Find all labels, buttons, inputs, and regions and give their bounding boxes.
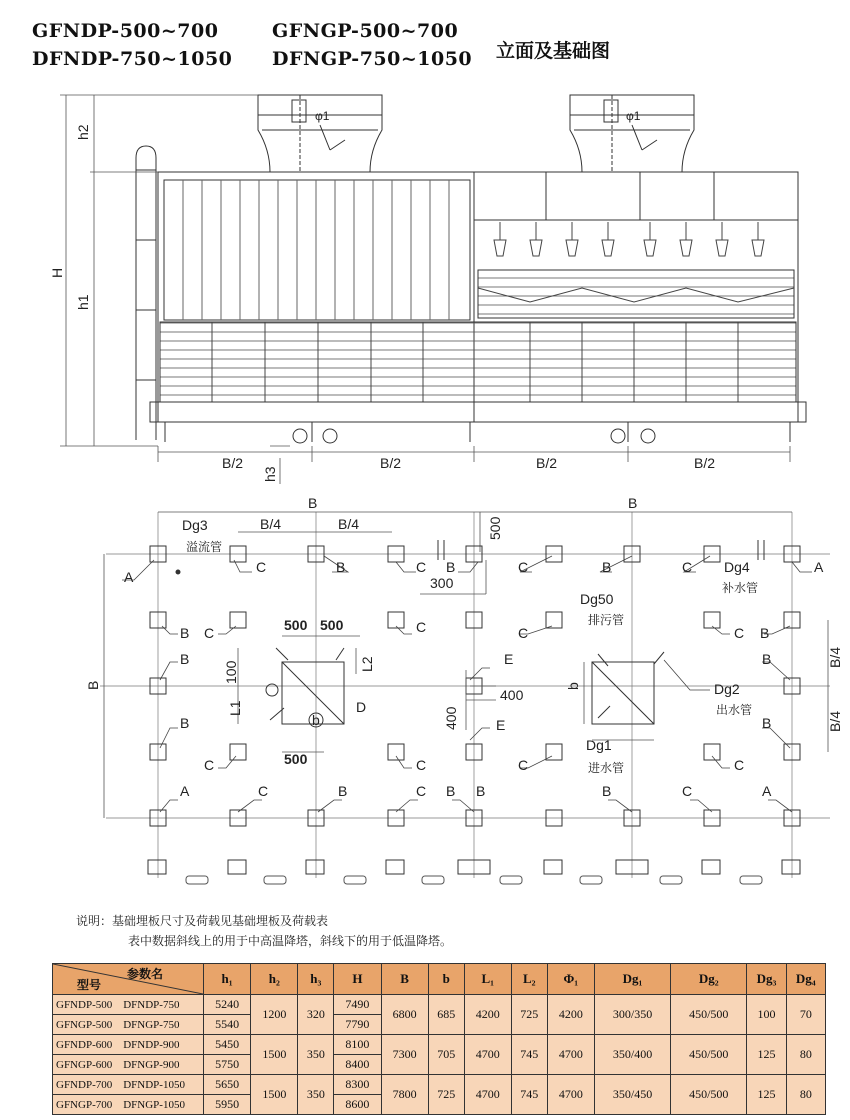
label-A-1: A: [124, 569, 134, 585]
label-dg3-cn: 溢流管: [186, 540, 223, 554]
h2-cell: 1500: [251, 1035, 298, 1075]
dim-half-4: B/2: [694, 455, 716, 471]
phi-label-left: φ1: [315, 109, 330, 123]
label-B-10: B: [338, 783, 348, 799]
label-B-2: B: [446, 559, 456, 575]
label-B-4: B: [180, 625, 190, 641]
label-dg4: Dg4: [724, 559, 750, 575]
col-B: B: [381, 964, 428, 995]
label-B-6: B: [180, 651, 190, 667]
h1-cell: 5750: [204, 1055, 251, 1075]
col-dg2: Dg₂: [671, 964, 747, 995]
dim-B4-vert-1: B/4: [827, 646, 843, 668]
elevation-view: [49, 95, 806, 484]
L2-cell: 725: [511, 995, 547, 1035]
label-D: D: [356, 699, 367, 715]
dim-half-1: B/2: [222, 455, 244, 471]
h1-cell: 5950: [204, 1095, 251, 1115]
label-C-9: C: [204, 757, 215, 773]
dg2-cell: 450/500: [671, 1035, 747, 1075]
model-cell: GFNGP-600 DFNGP-900: [53, 1055, 204, 1075]
phi-label-right: φ1: [626, 109, 641, 123]
h1-cell: 5540: [204, 1015, 251, 1035]
H-cell: 7490: [334, 995, 381, 1015]
label-dg3: Dg3: [182, 517, 208, 533]
dim-h1: h1: [75, 294, 91, 310]
model-range-1: GFNDP-500~700: [32, 20, 219, 42]
H-cell: 8400: [334, 1055, 381, 1075]
col-b: b: [428, 964, 464, 995]
label-E-1: E: [504, 651, 514, 667]
model-range-2: GFNGP-500~700: [272, 20, 459, 42]
dim-400-h: 400: [500, 687, 524, 703]
model-cell: GFNGP-700 DFNGP-1050: [53, 1095, 204, 1115]
L1-cell: 4700: [464, 1075, 511, 1115]
label-A-2: A: [814, 559, 824, 575]
label-C-10: C: [416, 757, 427, 773]
drawing-title: 立面及基础图: [496, 40, 611, 62]
label-B-1: B: [336, 559, 346, 575]
h3-cell: 350: [298, 1075, 334, 1115]
note-line-2: 表中数据斜线上的用于中高温降塔，斜线下的用于低温降塔。: [128, 934, 453, 948]
h3-cell: 350: [298, 1035, 334, 1075]
L2-cell: 745: [511, 1075, 547, 1115]
dim-B4-2: B/4: [338, 516, 360, 532]
corner-model: 型号: [77, 978, 102, 992]
dim-B-left: B: [308, 495, 318, 511]
label-C-2: C: [416, 559, 427, 575]
label-C-7: C: [518, 625, 529, 641]
dim-H: H: [49, 267, 65, 278]
B-cell: 7800: [381, 1075, 428, 1115]
dim-B-vertical: B: [85, 680, 101, 690]
col-dg3: Dg₃: [747, 964, 786, 995]
dim-h2: h2: [75, 124, 91, 140]
label-dg1: Dg1: [586, 737, 612, 753]
dim-half-2: B/2: [380, 455, 402, 471]
label-dg2-cn: 出水管: [716, 703, 753, 717]
label-dg50-cn: 排污管: [588, 613, 625, 627]
label-A-3: A: [180, 783, 190, 799]
dim-B4-1: B/4: [260, 516, 282, 532]
dg4-cell: 80: [786, 1075, 825, 1115]
col-L1: L₁: [464, 964, 511, 995]
dim-500-vert: 500: [487, 516, 503, 540]
dim-100: 100: [223, 660, 239, 684]
label-dg1-cn: 进水管: [588, 761, 625, 775]
dg2-cell: 450/500: [671, 995, 747, 1035]
h1-cell: 5650: [204, 1075, 251, 1095]
col-h3: h₃: [298, 964, 334, 995]
label-C-13: C: [258, 783, 269, 799]
dim-500-a: 500: [284, 617, 308, 633]
H-cell: 8600: [334, 1095, 381, 1115]
label-A-4: A: [762, 783, 772, 799]
label-B-5: B: [760, 625, 770, 641]
label-B-13: B: [602, 783, 612, 799]
b-cell: 725: [428, 1075, 464, 1115]
table-row: [53, 1035, 826, 1055]
fan-stack-right: [570, 95, 694, 172]
dg2-cell: 450/500: [671, 1075, 747, 1115]
dg1-cell: 350/400: [594, 1035, 670, 1075]
phi1-cell: 4700: [547, 1035, 594, 1075]
label-B-7: B: [762, 651, 772, 667]
outlet-detail-left: [238, 636, 360, 752]
phi1-cell: 4700: [547, 1075, 594, 1115]
table-header-row: [53, 964, 826, 995]
L2-cell: 745: [511, 1035, 547, 1075]
corner-param: 参数名: [126, 967, 163, 981]
label-dg4-cn: 补水管: [722, 581, 759, 595]
dim-L1: L1: [227, 700, 243, 716]
outlet-detail-right: [584, 652, 710, 740]
model-cell: GFNGP-500 DFNGP-750: [53, 1015, 204, 1035]
model-range-3: DFNDP-750~1050: [32, 48, 233, 70]
spec-table: [52, 963, 826, 1115]
dg3-cell: 125: [747, 1035, 786, 1075]
col-dg1: Dg₁: [594, 964, 670, 995]
dim-L2: L2: [359, 656, 375, 672]
H-cell: 8300: [334, 1075, 381, 1095]
col-H: H: [334, 964, 381, 995]
col-L2: L₂: [511, 964, 547, 995]
dim-500-c: 500: [284, 751, 308, 767]
dim-B-right: B: [628, 495, 638, 511]
label-C-14: C: [416, 783, 427, 799]
table-row: [53, 1075, 826, 1095]
b-cell: 685: [428, 995, 464, 1035]
tower-legs: [165, 422, 790, 443]
label-B-12: B: [476, 783, 486, 799]
dim-half-3: B/2: [536, 455, 558, 471]
dim-b-left: b: [312, 712, 320, 728]
label-dg2: Dg2: [714, 681, 740, 697]
label-dg50: Dg50: [580, 591, 614, 607]
dim-400-v: 400: [443, 706, 459, 730]
foundation-plan: [85, 495, 843, 884]
dg4-cell: 70: [786, 995, 825, 1035]
phi1-cell: 4200: [547, 995, 594, 1035]
label-C-11: C: [518, 757, 529, 773]
spray-system: [474, 172, 798, 318]
label-B-9: B: [762, 715, 772, 731]
L1-cell: 4200: [464, 995, 511, 1035]
label-C-1: C: [256, 559, 267, 575]
label-E-2: E: [496, 717, 506, 733]
label-C-4: C: [682, 559, 693, 575]
H-cell: 7790: [334, 1015, 381, 1035]
ladder: [136, 146, 156, 440]
h2-cell: 1200: [251, 995, 298, 1035]
col-phi1: Φ₁: [547, 964, 594, 995]
h1-cell: 5240: [204, 995, 251, 1015]
dim-B4-vert-2: B/4: [827, 710, 843, 732]
table-row: [53, 995, 826, 1015]
h1-cell: 5450: [204, 1035, 251, 1055]
dg3-cell: 125: [747, 1075, 786, 1115]
note-line-1: 说明：基础埋板尺寸及荷载见基础埋板及荷载表: [76, 914, 329, 928]
dg1-cell: 300/350: [594, 995, 670, 1035]
table-corner: [53, 964, 204, 995]
B-cell: 7300: [381, 1035, 428, 1075]
label-C-3: C: [518, 559, 529, 575]
label-B-8: B: [180, 715, 190, 731]
dim-h3: h3: [262, 466, 278, 482]
model-cell: GFNDP-700 DFNDP-1050: [53, 1075, 204, 1095]
col-h1: h₁: [204, 964, 251, 995]
h2-cell: 1500: [251, 1075, 298, 1115]
label-C-8: C: [734, 625, 745, 641]
fan-stack-left: [258, 95, 382, 172]
model-range-4: DFNGP-750~1050: [272, 48, 473, 70]
dim-300: 300: [430, 575, 454, 591]
dg3-cell: 100: [747, 995, 786, 1035]
label-C-15: C: [682, 783, 693, 799]
h3-cell: 320: [298, 995, 334, 1035]
casing-panels: [183, 180, 449, 320]
label-C-6: C: [416, 619, 427, 635]
col-dg4: Dg₄: [786, 964, 825, 995]
label-C-12: C: [734, 757, 745, 773]
dim-b-right: b: [565, 682, 581, 690]
dg4-cell: 80: [786, 1035, 825, 1075]
model-cell: GFNDP-600 DFNDP-900: [53, 1035, 204, 1055]
label-C-5: C: [204, 625, 215, 641]
dim-500-b: 500: [320, 617, 344, 633]
L1-cell: 4700: [464, 1035, 511, 1075]
dg1-cell: 350/450: [594, 1075, 670, 1115]
H-cell: 8100: [334, 1035, 381, 1055]
label-B-3: B: [602, 559, 612, 575]
col-h2: h₂: [251, 964, 298, 995]
B-cell: 6800: [381, 995, 428, 1035]
model-cell: GFNDP-500 DFNDP-750: [53, 995, 204, 1015]
label-B-11: B: [446, 783, 456, 799]
b-cell: 705: [428, 1035, 464, 1075]
air-inlet-louvers: [160, 322, 796, 402]
